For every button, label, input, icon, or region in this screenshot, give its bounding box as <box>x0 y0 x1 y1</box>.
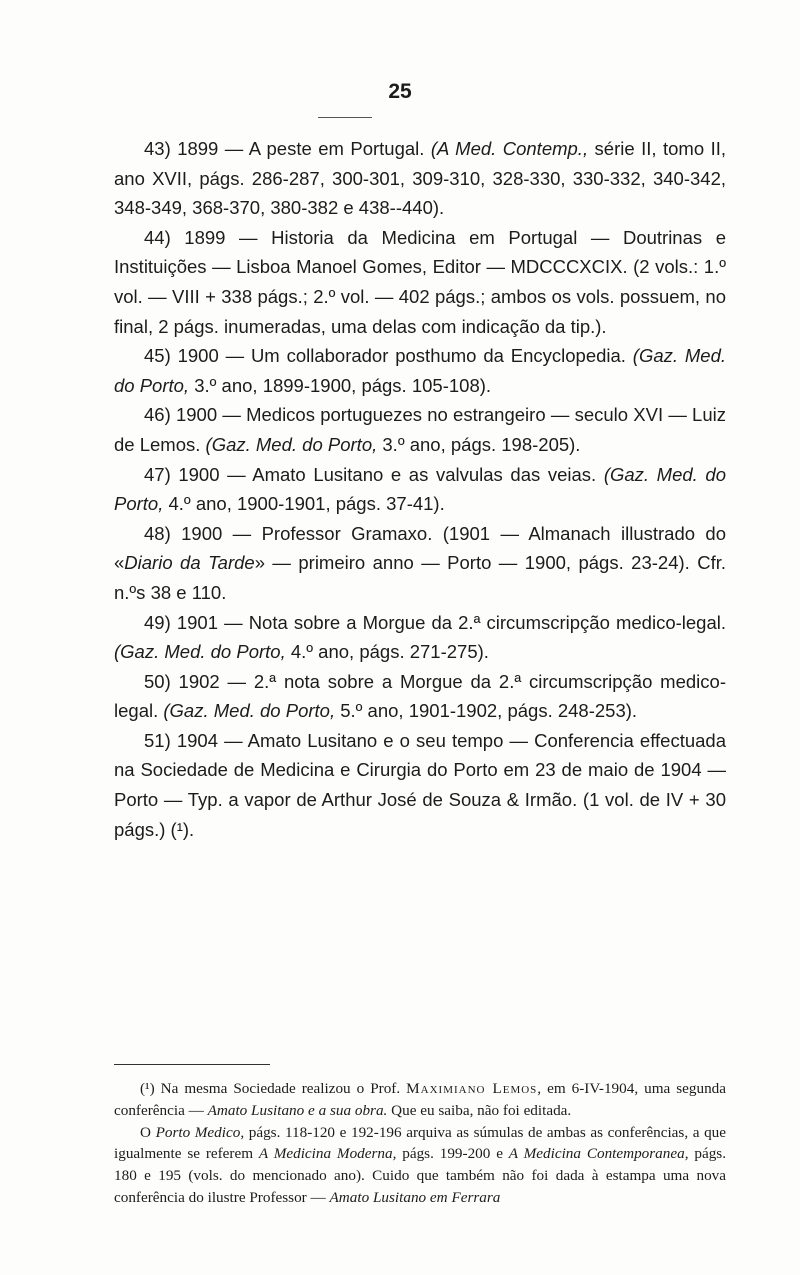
footnote-text: O <box>140 1123 156 1141</box>
entry-text-tail: » — primeiro anno — Porto — 1900, págs. 23-24). Cfr. n.ºs 38 e 110. <box>114 552 726 603</box>
footnote-text: , em 6-IV-1904, uma segunda conferência — <box>114 1080 727 1119</box>
entry-text: 47) 1900 — Amato Lusitano e as valvulas das veias. <box>144 463 604 485</box>
entry-text-tail: 4.º ano, 1900-1901, págs. 37-41). <box>163 493 445 515</box>
entry-source: (Gaz. Med. do Porto, <box>114 641 286 663</box>
entry-source: (A Med. Contemp., <box>430 138 589 159</box>
bibliography-entry-51 <box>114 726 726 844</box>
footnote-text: págs. 199-200 e <box>396 1145 509 1163</box>
footnote-1 <box>114 1078 726 1122</box>
author-name: Maximiano Lemos <box>406 1080 538 1097</box>
entry-text: 46) 1900 — Medicos portuguezes no estrangeiro — seculo XVI — Luiz de Lemos. <box>114 404 726 455</box>
journal-title: Porto Medico, <box>155 1123 245 1141</box>
bibliography-list <box>114 134 726 844</box>
entry-source: (Gaz. Med. do Porto, <box>163 700 336 722</box>
entry-text: 51) 1904 — Amato Lusitano e o seu tempo — Conferencia effectuada na Sociedade de Medicina e Cirurgia do Porto em 23 de maio de 1904 — Porto — Typ. a vapor de Arthur José de Souza & Irmão. (1 vol. de IV + 30 págs.) (¹). <box>114 729 726 840</box>
entry-source: (Gaz. Med. do Porto, <box>114 345 727 396</box>
page-number-rule <box>318 117 372 118</box>
bibliography-entry-49 <box>114 608 726 667</box>
footnote-text: Que eu saiba, não foi editada. <box>387 1101 572 1119</box>
footnote-text: págs. 118-120 e 192-196 arquiva as súmulas de ambas as conferências, a que igualmente se referem <box>114 1123 727 1163</box>
footnote-rule <box>114 1064 270 1065</box>
entry-text: 44) 1899 — Historia da Medicina em Portugal — Doutrinas e Instituições — Lisboa Manoel Gomes, Editor — MDCCCXCIX. (2 vols.: 1.º vol. — VIII + 338 págs.; 2.º vol. — 402 págs.; ambos os vols. possuem, no final, 2 págs. inumeradas, uma delas com indicação da tip.). <box>114 226 726 337</box>
journal-title: A Medicina Contemporanea, <box>508 1145 689 1163</box>
bibliography-entry-43 <box>114 134 726 223</box>
footnote-1-continued <box>114 1122 726 1209</box>
entry-source: (Gaz. Med. do Porto, <box>114 463 726 515</box>
bibliography-entry-50 <box>114 667 726 726</box>
entry-text: 43) 1899 — A peste em Portugal. <box>144 138 431 159</box>
work-title: Amato Lusitano em Ferrara <box>329 1188 501 1206</box>
entry-text: 48) 1900 — Professor Gramaxo. (1901 — Almanach illustrado do « <box>114 522 726 574</box>
entry-text: 50) 1902 — 2.ª nota sobre a Morgue da 2.ª circumscripção medico-legal. <box>114 670 726 722</box>
bibliography-entry-45 <box>114 341 726 400</box>
entry-text-tail: série II, tomo II, ano XVII, págs. 286-287, 300-301, 309-310, 328-330, 330-332, 340-342, 348-349, 368-370, 380-382 e 438--440). <box>114 138 726 219</box>
bibliography-entry-44 <box>114 223 726 341</box>
footnotes <box>114 1078 726 1209</box>
entry-source: Diario da Tarde <box>124 552 255 574</box>
footnote-text: (¹) Na mesma Sociedade realizou o Prof. <box>140 1080 407 1097</box>
page-number: 25 <box>388 80 412 103</box>
bibliography-entry-46 <box>114 400 726 459</box>
entry-text: 49) 1901 — Nota sobre a Morgue da 2.ª circumscripção medico-legal. <box>144 611 726 633</box>
entry-text-tail: 4.º ano, págs. 271-275). <box>285 641 489 663</box>
entry-text-tail: 5.º ano, 1901-1902, págs. 248-253). <box>335 700 638 722</box>
entry-text: 45) 1900 — Um collaborador posthumo da Encyclopedia. <box>144 345 633 367</box>
bibliography-entry-47 <box>114 460 726 519</box>
entry-source: (Gaz. Med. do Porto, <box>205 433 378 455</box>
entry-text-tail: 3.º ano, 1899-1900, págs. 105-108). <box>189 374 492 396</box>
entry-text-tail: 3.º ano, págs. 198-205). <box>377 433 581 455</box>
footnote-text: págs. 180 e 195 (vols. do mencionado ano). Cuido que também não foi dada à estampa uma nova conferência do ilustre Professor — <box>114 1145 726 1206</box>
bibliography-entry-48 <box>114 519 726 608</box>
journal-title: A Medicina Moderna, <box>258 1145 397 1163</box>
work-title: Amato Lusitano e a sua obra. <box>207 1101 388 1119</box>
